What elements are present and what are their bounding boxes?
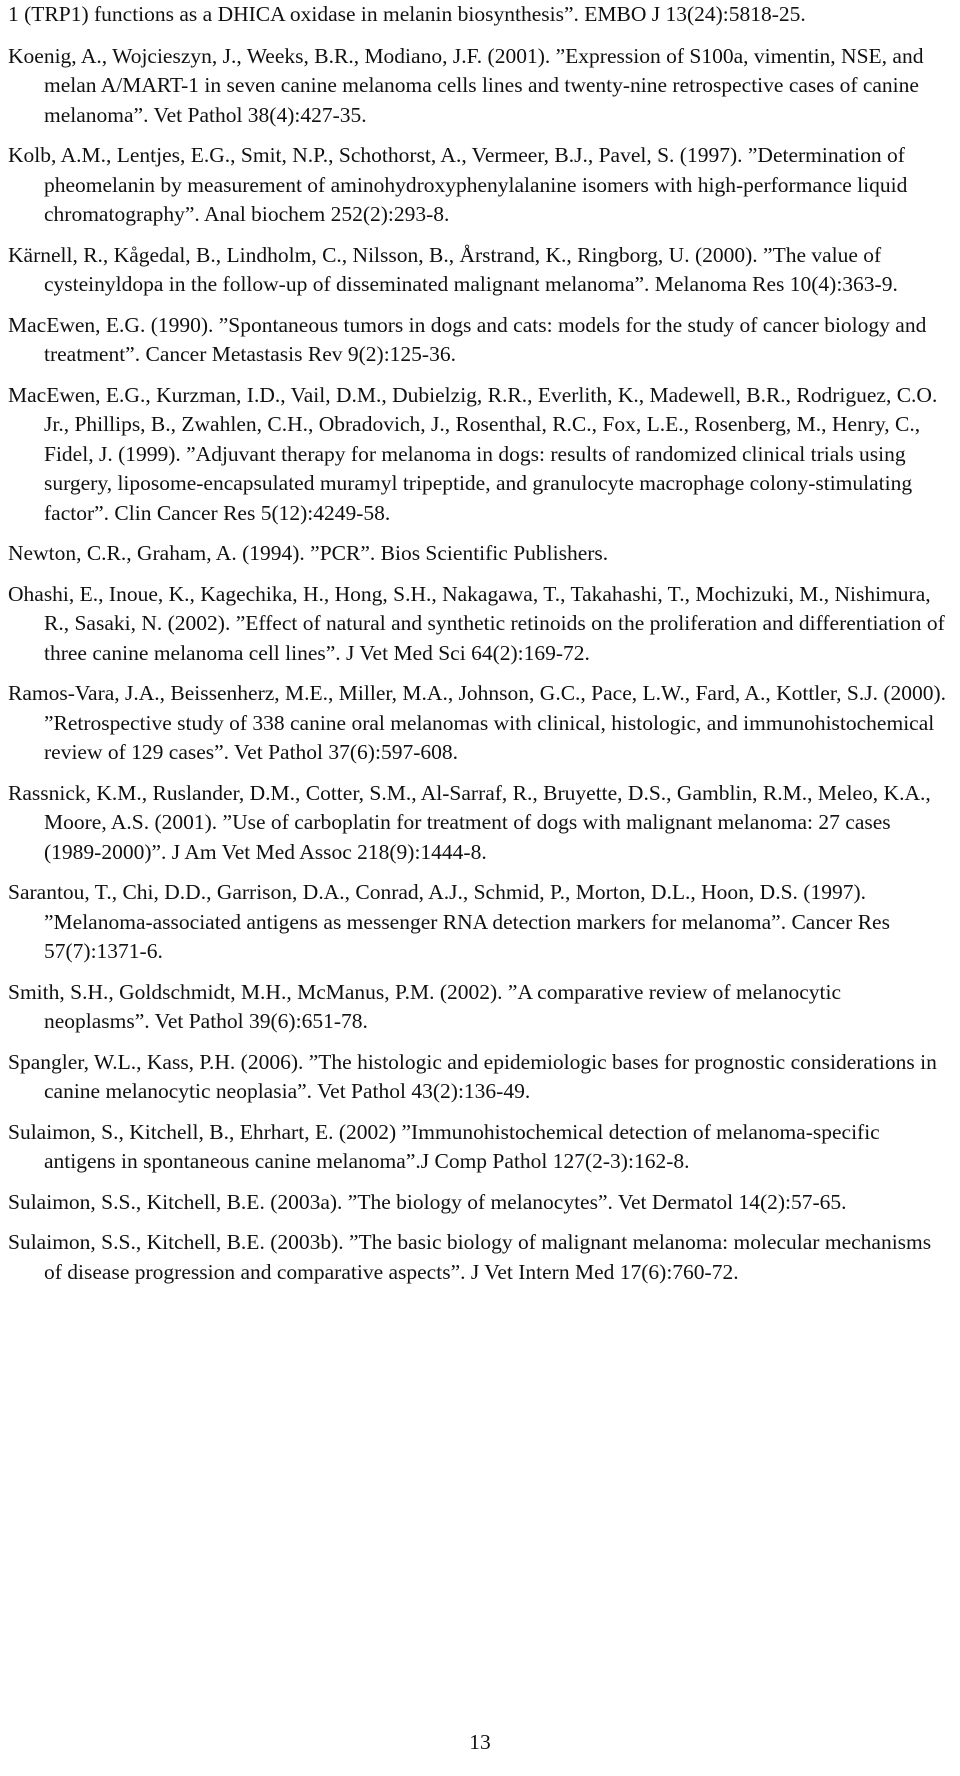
reference-entry: Newton, C.R., Graham, A. (1994). ”PCR”. Bios Scientific Publishers.	[8, 541, 609, 565]
reference-entry: Rassnick, K.M., Ruslander, D.M., Cotter, S.M., Al-Sarraf, R., Bruyette, D.S., Gamblin, R.M., Meleo, K.A., Moore, A.S. (2001). ”Use of carboplatin for treatment of dogs with malignant melanoma: 27 cases (1989-2000)”. J Am Vet Med Assoc 218(9):1444-8.	[8, 780, 931, 864]
reference-entry: Sulaimon, S.S., Kitchell, B.E. (2003b). ”The basic biology of malignant melanoma: molecular mechanisms of disease progression and comparative aspects”. J Vet Intern Med 17(6):760-72.	[8, 1230, 932, 1284]
reference-entry: Spangler, W.L., Kass, P.H. (2006). ”The histologic and epidemiologic bases for prognostic considerations in canine melanocytic neoplasia”. Vet Pathol 43(2):136-49.	[8, 1049, 937, 1103]
reference-entry: Kolb, A.M., Lentjes, E.G., Smit, N.P., Schothorst, A., Vermeer, B.J., Pavel, S. (1997). ”Determination of pheomelanin by measurement of aminohydroxyphenylalanine isomers with high-performance liquid chromatography”. Anal biochem 252(2):293-8.	[8, 143, 908, 226]
reference-entry: Smith, S.H., Goldschmidt, M.H., McManus, P.M. (2002). ”A comparative review of melanocytic neoplasms”. Vet Pathol 39(6):651-78.	[8, 979, 842, 1033]
reference-entry: Koenig, A., Wojcieszyn, J., Weeks, B.R., Modiano, J.F. (2001). ”Expression of S100a, vimentin, NSE, and melan A/MART-1 in seven canine melanoma cells lines and twenty-nine retrospective cases of canine melanoma”. Vet Pathol 38(4):427-35.	[8, 43, 924, 127]
reference-entry: 1 (TRP1) functions as a DHICA oxidase in melanin biosynthesis”. EMBO J 13(24):5818-25.	[8, 2, 806, 26]
reference-list	[8, 0, 952, 1298]
reference-entry: Sulaimon, S., Kitchell, B., Ehrhart, E. (2002) ”Immunohistochemical detection of melanoma-specific antigens in spontaneous canine melanoma”.J Comp Pathol 127(2-3):162-8.	[8, 1119, 880, 1173]
reference-entry: Kärnell, R., Kågedal, B., Lindholm, C., Nilsson, B., Årstrand, K., Ringborg, U. (2000). ”The value of cysteinyldopa in the follow-up of disseminated malignant melanoma”. Melanoma Res 10(4):363-9.	[8, 242, 898, 296]
reference-entry: Ohashi, E., Inoue, K., Kagechika, H., Hong, S.H., Nakagawa, T., Takahashi, T., Mochizuki, M., Nishimura, R., Sasaki, N. (2002). ”Effect of natural and synthetic retinoids on the proliferation and differentiation of three canine melanoma cell lines”. J Vet Med Sci 64(2):169-72.	[8, 581, 945, 665]
reference-entry: MacEwen, E.G. (1990). ”Spontaneous tumors in dogs and cats: models for the study of cancer biology and treatment”. Cancer Metastasis Rev 9(2):125-36.	[8, 312, 927, 366]
reference-entry: Ramos-Vara, J.A., Beissenherz, M.E., Miller, M.A., Johnson, G.C., Pace, L.W., Fard, A., Kottler, S.J. (2000). ”Retrospective study of 338 canine oral melanomas with clinical, histologic, and immunohistochemical review of 129 cases”. Vet Pathol 37(6):597-608.	[8, 681, 947, 764]
page-number: 13	[469, 1730, 491, 1754]
reference-entry: Sulaimon, S.S., Kitchell, B.E. (2003a). ”The biology of melanocytes”. Vet Dermatol 14(2):57-65.	[8, 1189, 847, 1214]
reference-entry: Sarantou, T., Chi, D.D., Garrison, D.A., Conrad, A.J., Schmid, P., Morton, D.L., Hoon, D.S. (1997). ”Melanoma-associated antigens as messenger RNA detection markers for melanoma”. Cancer Res 57(7):1371-6.	[8, 880, 890, 963]
reference-entry: MacEwen, E.G., Kurzman, I.D., Vail, D.M., Dubielzig, R.R., Everlith, K., Madewell, B.R., Rodriguez, C.O. Jr., Phillips, B., Zwahlen, C.H., Obradovich, J., Rosenthal, R.C., Fox, L.E., Rosenberg, M., Henry, C., Fidel, J. (1999). ”Adjuvant therapy for melanoma in dogs: results of randomized clinical trials using surgery, liposome-encapsulated muramyl tripeptide, and granulocyte macrophage colony-stimulating factor”. Clin Cancer Res 5(12):4249-58.	[8, 382, 938, 525]
